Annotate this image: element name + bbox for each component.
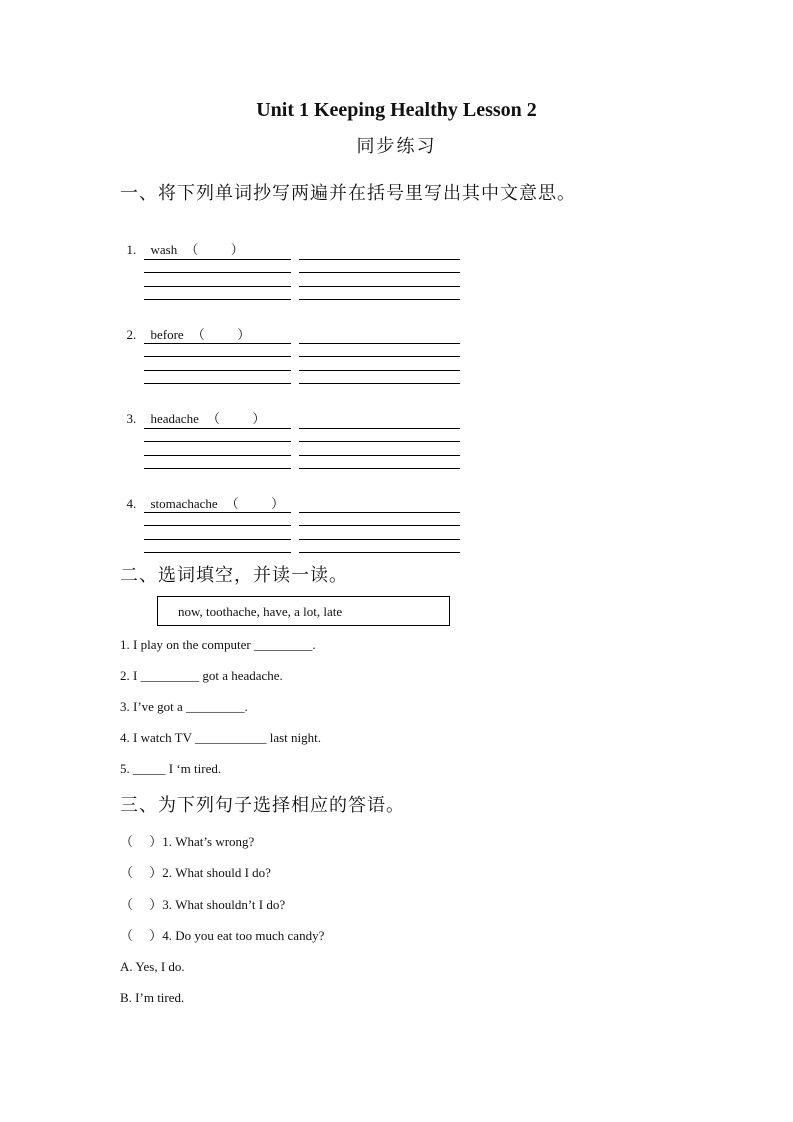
copy-lines-1[interactable] (144, 259, 460, 305)
answer-option-b: B. I’m tired. (120, 990, 185, 1005)
word-item-number: 4. (126, 496, 137, 511)
word-item-3 (120, 392, 265, 428)
copy-lines-right[interactable] (299, 259, 460, 305)
match-question-3[interactable]: （ ）3. What shouldn’t I do? (120, 897, 286, 912)
fill-sentence-1[interactable]: 1. I play on the computer _________. (120, 637, 316, 652)
copy-lines-4[interactable] (144, 512, 460, 558)
word-item-number: 2. (126, 327, 137, 342)
answer-option-a: A. Yes, I do. (120, 959, 185, 974)
match-question-1[interactable]: （ ）1. What’s wrong? (120, 834, 255, 849)
copy-lines-left[interactable] (144, 343, 291, 389)
word-item-4 (120, 477, 284, 513)
copy-lines-3[interactable] (144, 428, 460, 474)
word-item-number: 3. (126, 411, 137, 426)
word-item-word: stomachache (150, 496, 218, 511)
meaning-blank: （ ） (225, 496, 285, 511)
document-title: Unit 1 Keeping Healthy Lesson 2 (256, 99, 537, 121)
meaning-blank: （ ） (206, 411, 266, 426)
word-item-word: before (150, 327, 184, 342)
word-item-2 (120, 308, 250, 344)
fill-sentence-3[interactable]: 3. I’ve got a _________. (120, 699, 248, 714)
word-item-1 (120, 223, 244, 259)
copy-lines-right[interactable] (299, 428, 460, 474)
word-item-word: headache (150, 411, 199, 426)
meaning-blank: （ ） (185, 242, 244, 257)
copy-lines-left[interactable] (144, 428, 291, 474)
section-2-heading: 二、选词填空，并读一读。 (120, 565, 348, 586)
fill-sentence-5[interactable]: 5. _____ I ‘m tired. (120, 761, 222, 776)
word-item-word: wash (150, 242, 178, 257)
word-bank-box: now, toothache, have, a lot, late (157, 596, 450, 626)
word-item-number: 1. (126, 242, 137, 257)
copy-lines-right[interactable] (299, 343, 460, 389)
match-question-4[interactable]: （ ）4. Do you eat too much candy? (120, 928, 325, 943)
copy-lines-left[interactable] (144, 259, 291, 305)
copy-lines-left[interactable] (144, 512, 291, 558)
fill-sentence-4[interactable]: 4. I watch TV ___________ last night. (120, 730, 322, 745)
copy-lines-right[interactable] (299, 512, 460, 558)
section-3-heading: 三、为下列句子选择相应的答语。 (120, 795, 405, 816)
document-subtitle: 同步练习 (356, 136, 437, 157)
match-question-2[interactable]: （ ）2. What should I do? (120, 865, 271, 880)
meaning-blank: （ ） (191, 327, 251, 342)
fill-sentence-2[interactable]: 2. I _________ got a headache. (120, 668, 283, 683)
copy-lines-2[interactable] (144, 343, 460, 389)
section-1-heading: 一、将下列单词抄写两遍并在括号里写出其中文意思。 (120, 183, 576, 204)
